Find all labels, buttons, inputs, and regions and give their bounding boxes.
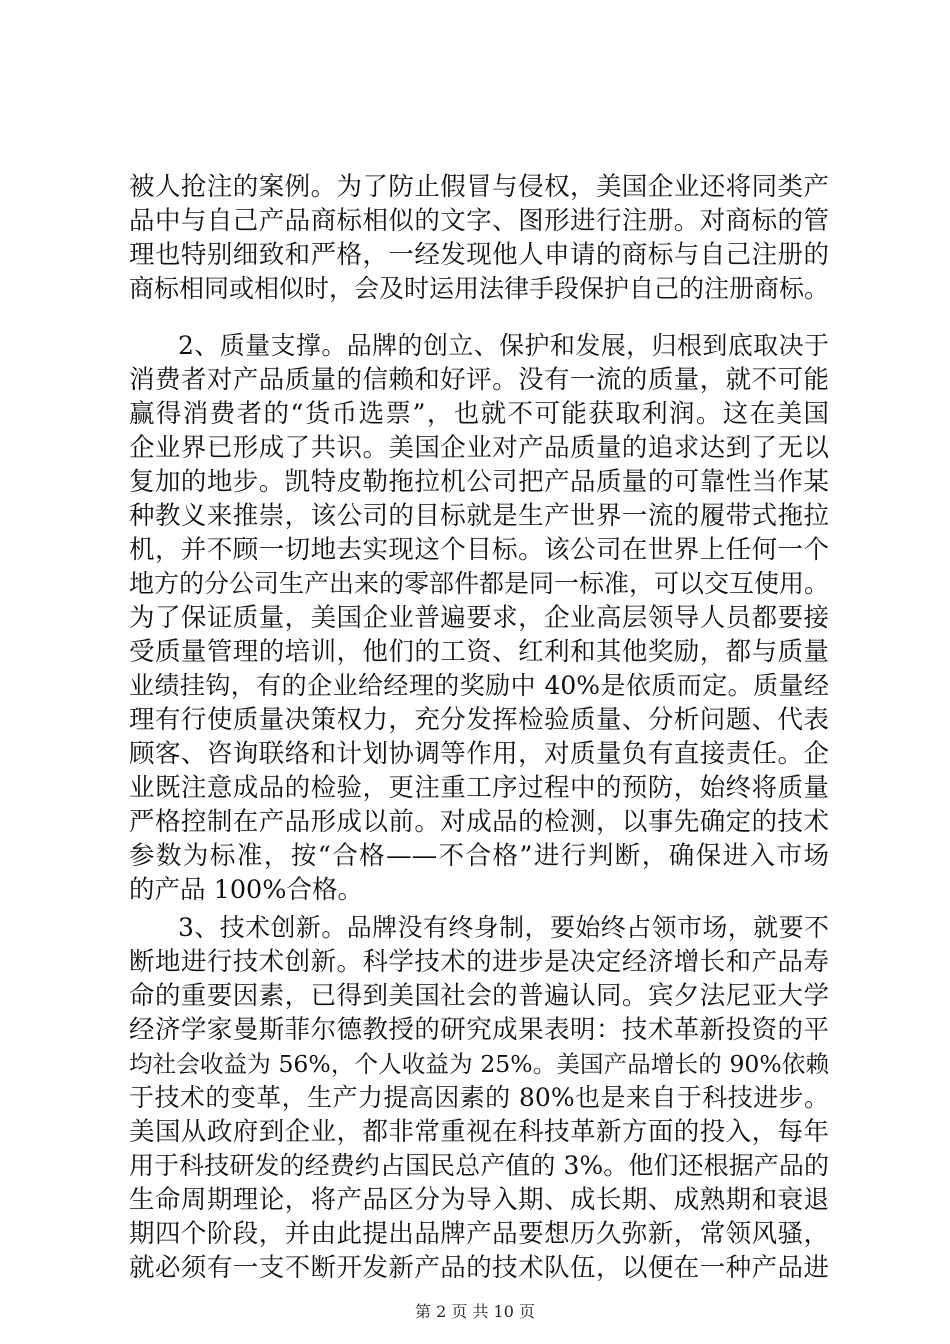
text-line: 均社会收益为 56%，个人收益为 25%。美国产品增长的 90%依赖 [129,1050,829,1078]
text-line: 消费者对产品质量的信赖和好评。没有一流的质量，就不可能 [129,365,829,395]
text-line: 业绩挂钩，有的企业给经理的奖励中 40%是依质而定。质量经 [129,671,829,700]
text-line: 理也特别细致和严格，一经发现他人申请的商标与自己注册的 [129,240,829,270]
text-line: 商标相同或相似时，会及时运用法律手段保护自己的注册商标。 [129,274,830,303]
text-line: 复加的地步。凯特皮勒拖拉机公司把产品质量的可靠性当作某 [129,467,829,497]
text-line: 的产品 100%合格。 [129,875,364,905]
page-number-footer: 第 2 页 共 10 页 [415,1302,535,1321]
text-line: 断地进行技术创新。科学技术的进步是决定经济增长和产品寿 [129,947,829,977]
text-line: 美国从政府到企业，都非常重视在科技革新方面的投入，每年 [129,1117,829,1147]
text-line: 用于科技研发的经费约占国民总产值的 3%。他们还根据产品的 [129,1151,829,1180]
text-line: 业既注意成品的检验，更注重工序过程中的预防，始终将质量 [129,773,829,803]
text-line: 品中与自己产品商标相似的文字、图形进行注册。对商标的管 [129,206,829,236]
text-line: 严格控制在产品形成以前。对成品的检测，以事先确定的技术 [129,807,829,837]
text-line: 2、质量支撑。品牌的创立、保护和发展，归根到底取决于 [178,331,829,360]
text-line: 赢得消费者的“货币选票”，也就不可能获取利润。这在美国 [129,399,829,429]
text-line: 种教义来推崇，该公司的目标就是生产世界一流的履带式拖拉 [129,501,829,531]
text-line: 机，并不顾一切地去实现这个目标。该公司在世界上任何一个 [129,535,829,565]
text-line: 地方的分公司生产出来的零部件都是同一标准，可以交互使用。 [129,569,830,598]
text-line: 期四个阶段，并由此提出品牌产品要想历久弥新，常领风骚， [129,1219,829,1249]
text-line: 3、技术创新。品牌没有终身制，要始终占领市场，就要不 [178,913,829,942]
text-line: 生命周期理论，将产品区分为导入期、成长期、成熟期和衰退 [129,1185,829,1215]
text-line: 命的重要因素，已得到美国社会的普遍认同。宾夕法尼亚大学 [129,981,829,1011]
text-line: 参数为标准，按“合格——不合格”进行判断，确保进入市场 [129,841,829,871]
text-line: 就必须有一支不断开发新产品的技术队伍，以便在一种产品进 [129,1253,829,1283]
text-line: 企业界已形成了共识。美国企业对产品质量的追求达到了无以 [129,433,829,463]
text-line: 理有行使质量决策权力，充分发挥检验质量、分析问题、代表 [129,705,829,735]
text-line: 于技术的变革，生产力提高因素的 80%也是来自于科技进步。 [129,1083,829,1112]
text-line: 为了保证质量，美国企业普遍要求，企业高层领导人员都要接 [129,603,829,633]
text-line: 受质量管理的培训，他们的工资、红利和其他奖励，都与质量 [129,637,829,667]
text-line: 经济学家曼斯菲尔德教授的研究成果表明：技术革新投资的平 [129,1015,829,1045]
text-line: 顾客、咨询联络和计划协调等作用，对质量负有直接责任。企 [129,739,829,769]
text-line: 被人抢注的案例。为了防止假冒与侵权，美国企业还将同类产 [129,172,829,202]
